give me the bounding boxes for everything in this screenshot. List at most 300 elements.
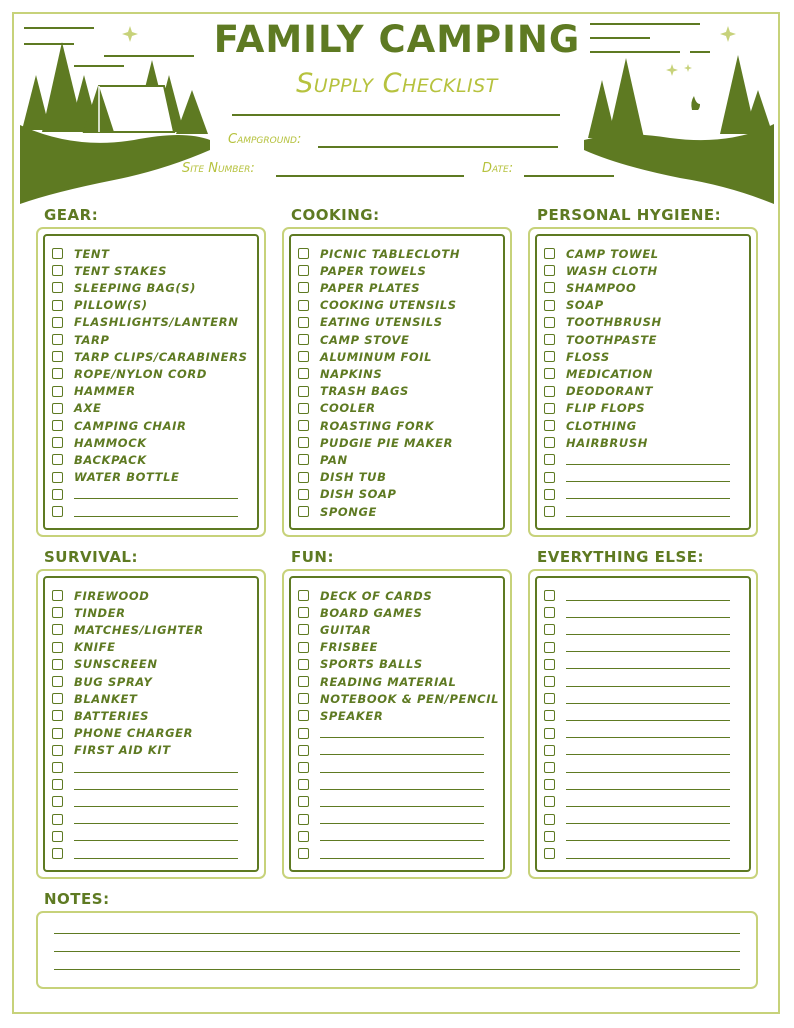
checkbox[interactable] <box>52 317 63 328</box>
checklist-item-label: SPONGE <box>320 504 378 519</box>
checklist-cooking <box>282 227 512 537</box>
checklist-blank-item[interactable] <box>52 503 238 520</box>
checklist-item[interactable] <box>52 707 149 724</box>
checklist-item[interactable] <box>544 383 653 400</box>
checkbox[interactable] <box>52 334 63 345</box>
checklist-item-label: ROPE/NYLON CORD <box>74 366 208 381</box>
checkbox[interactable] <box>52 728 63 739</box>
notes-box[interactable] <box>36 911 758 989</box>
checklist-item[interactable] <box>544 400 645 417</box>
checklist-item[interactable] <box>298 297 457 314</box>
checklist-item[interactable] <box>52 279 196 296</box>
blank-write-in-line[interactable] <box>566 720 730 721</box>
checkbox[interactable] <box>544 265 555 276</box>
checkbox[interactable] <box>52 506 63 517</box>
date-label: Date: <box>482 161 514 176</box>
checkbox[interactable] <box>298 814 309 825</box>
checkbox[interactable] <box>52 796 63 807</box>
checkbox[interactable] <box>52 848 63 859</box>
checklist-blank-item[interactable] <box>52 793 238 810</box>
checklist-item[interactable] <box>298 604 422 621</box>
checkbox[interactable] <box>544 831 555 842</box>
checklist-blank-item[interactable] <box>544 656 730 673</box>
checkbox[interactable] <box>52 693 63 704</box>
checklist-item[interactable] <box>52 331 110 348</box>
checklist-item[interactable] <box>544 262 658 279</box>
checkbox[interactable] <box>298 796 309 807</box>
checkbox[interactable] <box>52 745 63 756</box>
blank-write-in-line[interactable] <box>74 823 238 824</box>
checkbox[interactable] <box>52 710 63 721</box>
section-title-everything-else: EVERYTHING ELSE: <box>537 548 705 566</box>
checklist-blank-item[interactable] <box>544 503 730 520</box>
checkbox[interactable] <box>298 454 309 465</box>
checklist-blank-item[interactable] <box>544 811 730 828</box>
checklist-blank-item[interactable] <box>52 828 238 845</box>
checklist-item-label: TINDER <box>74 605 126 620</box>
checkbox[interactable] <box>298 848 309 859</box>
checklist-item-label: PICNIC TABLECLOTH <box>320 246 461 261</box>
checklist-item-label: AXE <box>74 401 102 416</box>
blank-write-in-line[interactable] <box>566 789 730 790</box>
checklist-item[interactable] <box>298 400 376 417</box>
blank-write-in-line[interactable] <box>566 858 730 859</box>
checkbox[interactable] <box>544 454 555 465</box>
checklist-fun <box>282 569 512 879</box>
checklist-blank-item[interactable] <box>544 639 730 656</box>
checkbox[interactable] <box>544 779 555 790</box>
checkbox[interactable] <box>52 779 63 790</box>
notes-line <box>54 969 740 970</box>
checklist-item[interactable] <box>52 725 193 742</box>
checklist-item-label: COOKING UTENSILS <box>320 298 457 313</box>
site-number-field[interactable] <box>276 175 464 177</box>
blank-write-in-line[interactable] <box>566 634 730 635</box>
blank-write-in-line[interactable] <box>74 806 238 807</box>
checkbox[interactable] <box>52 282 63 293</box>
checkbox[interactable] <box>52 831 63 842</box>
checklist-item-label: BLANKET <box>74 691 138 706</box>
tent-icon <box>84 86 174 132</box>
checklist-item-label: GUITAR <box>320 622 372 637</box>
checklist-item[interactable] <box>298 451 348 468</box>
blank-write-in-line[interactable] <box>74 840 238 841</box>
checklist-blank-item[interactable] <box>544 725 730 742</box>
checkbox[interactable] <box>544 676 555 687</box>
checkbox[interactable] <box>298 386 309 397</box>
checklist-item[interactable] <box>298 486 397 503</box>
checklist-item[interactable] <box>544 297 604 314</box>
checklist-blank-item[interactable] <box>298 776 484 793</box>
checklist-item[interactable] <box>298 417 434 434</box>
checklist-blank-item[interactable] <box>544 828 730 845</box>
left-forest-tent-scene <box>14 20 214 204</box>
checklist-blank-item[interactable] <box>544 621 730 638</box>
section-title-notes: NOTES: <box>44 890 110 908</box>
blank-write-in-line[interactable] <box>566 464 730 465</box>
checklist-item[interactable] <box>52 297 148 314</box>
checkbox[interactable] <box>544 248 555 259</box>
blank-write-in-line[interactable] <box>566 806 730 807</box>
checkbox[interactable] <box>52 659 63 670</box>
checkbox[interactable] <box>52 762 63 773</box>
checkbox[interactable] <box>52 420 63 431</box>
blank-write-in-line[interactable] <box>566 481 730 482</box>
date-field[interactable] <box>524 175 614 177</box>
checklist-blank-item[interactable] <box>544 776 730 793</box>
checkbox[interactable] <box>52 489 63 500</box>
checklist-item[interactable] <box>544 417 637 434</box>
checkbox[interactable] <box>298 265 309 276</box>
checklist-blank-item[interactable] <box>52 845 238 862</box>
checklist-item[interactable] <box>52 639 116 656</box>
checklist-item[interactable] <box>52 656 158 673</box>
checkbox[interactable] <box>52 676 63 687</box>
checkbox[interactable] <box>298 624 309 635</box>
checklist-blank-item[interactable] <box>544 673 730 690</box>
checklist-item-label: FLIP FLOPS <box>566 401 646 416</box>
checklist-item[interactable] <box>298 314 443 331</box>
star-icon <box>720 26 736 42</box>
checklist-item[interactable] <box>298 279 420 296</box>
checklist-item-label: NAPKINS <box>320 366 383 381</box>
checklist-blank-item[interactable] <box>544 604 730 621</box>
checkbox[interactable] <box>544 814 555 825</box>
checklist-item-label: FLOSS <box>566 349 610 364</box>
checkbox[interactable] <box>544 659 555 670</box>
star-icon <box>684 64 692 72</box>
blank-write-in-line[interactable] <box>566 617 730 618</box>
checklist-item-label: MEDICATION <box>566 366 653 381</box>
checklist-item-label: TENT STAKES <box>74 263 167 278</box>
checklist-blank-item[interactable] <box>298 845 484 862</box>
checklist-item[interactable] <box>52 383 136 400</box>
checklist-item-label: BACKPACK <box>74 452 147 467</box>
checklist-item-label: DISH TUB <box>320 470 387 485</box>
checklist-item-label: SLEEPING BAG(S) <box>74 280 196 295</box>
checkbox[interactable] <box>52 454 63 465</box>
checklist-item-label: FIRST AID KIT <box>74 743 171 758</box>
checklist-item[interactable] <box>52 621 204 638</box>
checklist-item[interactable] <box>544 314 662 331</box>
checkbox[interactable] <box>544 762 555 773</box>
checklist-item[interactable] <box>298 707 383 724</box>
checklist-item-label: CAMPING CHAIR <box>74 418 187 433</box>
checklist-item-label: PAN <box>320 452 348 467</box>
checklist-item[interactable] <box>544 434 648 451</box>
checklist-blank-item[interactable] <box>544 486 730 503</box>
checkbox[interactable] <box>52 368 63 379</box>
blank-write-in-line[interactable] <box>74 772 238 773</box>
checklist-item[interactable] <box>52 417 186 434</box>
checklist-item[interactable] <box>52 673 152 690</box>
checklist-item[interactable] <box>298 348 432 365</box>
checkbox[interactable] <box>298 506 309 517</box>
checkbox[interactable] <box>298 437 309 448</box>
checklist-item-label: FIREWOOD <box>74 588 150 603</box>
checklist-blank-item[interactable] <box>298 828 484 845</box>
checkbox[interactable] <box>298 693 309 704</box>
checklist-item[interactable] <box>298 434 453 451</box>
checklist-item-label: READING MATERIAL <box>320 674 457 689</box>
checklist-item[interactable] <box>52 245 110 262</box>
checklist-item[interactable] <box>52 314 238 331</box>
checkbox[interactable] <box>298 745 309 756</box>
checkbox[interactable] <box>544 420 555 431</box>
blank-write-in-line[interactable] <box>566 823 730 824</box>
checklist-item-label: TENT <box>74 246 110 261</box>
checklist-blank-item[interactable] <box>298 742 484 759</box>
checklist-blank-item[interactable] <box>544 742 730 759</box>
section-title-cooking: COOKING: <box>291 206 380 224</box>
checklist-item-label: PAPER PLATES <box>320 280 421 295</box>
blank-write-in-line[interactable] <box>566 737 730 738</box>
checklist-item[interactable] <box>298 503 377 520</box>
blank-write-in-line[interactable] <box>74 858 238 859</box>
checklist-blank-item[interactable] <box>298 793 484 810</box>
checklist-item[interactable] <box>544 245 659 262</box>
checkbox[interactable] <box>298 351 309 362</box>
checklist-item[interactable] <box>298 365 382 382</box>
checklist-survival <box>36 569 266 879</box>
checkbox[interactable] <box>298 472 309 483</box>
checklist-item[interactable] <box>52 451 147 468</box>
checklist-item-label: ROASTING FORK <box>320 418 435 433</box>
blank-write-in-line[interactable] <box>320 840 484 841</box>
checklist-item[interactable] <box>52 604 126 621</box>
page-title: FAMILY CAMPING <box>213 18 581 61</box>
checklist-item[interactable] <box>52 742 171 759</box>
site-number-label: Site Number: <box>182 161 255 176</box>
blank-write-in-line[interactable] <box>566 498 730 499</box>
checklist-item-label: DECK OF CARDS <box>320 588 433 603</box>
checkbox[interactable] <box>544 624 555 635</box>
checklist-item-label: TRASH BAGS <box>320 384 409 399</box>
checklist-blank-item[interactable] <box>544 690 730 707</box>
checkbox[interactable] <box>544 506 555 517</box>
blank-write-in-line[interactable] <box>74 516 238 517</box>
checkbox[interactable] <box>298 728 309 739</box>
blank-write-in-line[interactable] <box>320 858 484 859</box>
checkbox[interactable] <box>298 317 309 328</box>
checklist-blank-item[interactable] <box>544 707 730 724</box>
checklist-item[interactable] <box>52 469 180 486</box>
checklist-item[interactable] <box>298 690 499 707</box>
blank-write-in-line[interactable] <box>566 686 730 687</box>
checkbox[interactable] <box>298 248 309 259</box>
checkbox[interactable] <box>544 693 555 704</box>
blank-write-in-line[interactable] <box>566 754 730 755</box>
checklist-blank-item[interactable] <box>544 469 730 486</box>
checkbox[interactable] <box>298 607 309 618</box>
checklist-blank-item[interactable] <box>52 486 238 503</box>
blank-write-in-line[interactable] <box>320 772 484 773</box>
checklist-item[interactable] <box>298 469 386 486</box>
checkbox[interactable] <box>298 676 309 687</box>
blank-write-in-line[interactable] <box>566 668 730 669</box>
checkbox[interactable] <box>298 282 309 293</box>
checklist-blank-item[interactable] <box>544 587 730 604</box>
checkbox[interactable] <box>52 814 63 825</box>
checklist-blank-item[interactable] <box>544 845 730 862</box>
checklist-item-label: WATER BOTTLE <box>74 470 180 485</box>
checklist-item[interactable] <box>52 587 149 604</box>
checkbox[interactable] <box>298 590 309 601</box>
checkbox[interactable] <box>298 489 309 500</box>
checklist-item-label: PHONE CHARGER <box>74 726 194 741</box>
checklist-item[interactable] <box>298 587 432 604</box>
checklist-blank-item[interactable] <box>544 793 730 810</box>
checklist-item[interactable] <box>544 279 636 296</box>
section-title-hygiene: PERSONAL HYGIENE: <box>537 206 722 224</box>
checklist-blank-item[interactable] <box>298 725 484 742</box>
checklist-item[interactable] <box>52 690 137 707</box>
checkbox[interactable] <box>544 403 555 414</box>
checkbox[interactable] <box>298 762 309 773</box>
checkbox[interactable] <box>52 300 63 311</box>
checklist-blank-item[interactable] <box>52 759 238 776</box>
checkbox[interactable] <box>544 300 555 311</box>
checklist-blank-item[interactable] <box>544 759 730 776</box>
checklist-item[interactable] <box>544 331 657 348</box>
checkbox[interactable] <box>544 607 555 618</box>
blank-write-in-line[interactable] <box>566 703 730 704</box>
checkbox[interactable] <box>52 642 63 653</box>
checklist-item-label: BOARD GAMES <box>320 605 423 620</box>
blank-write-in-line[interactable] <box>320 737 484 738</box>
checklist-item-label: BATTERIES <box>74 708 150 723</box>
checkbox[interactable] <box>52 386 63 397</box>
checkbox[interactable] <box>544 334 555 345</box>
checkbox[interactable] <box>298 300 309 311</box>
checklist-item-label: TARP <box>74 332 110 347</box>
moon-icon <box>741 26 758 51</box>
section-title-fun: FUN: <box>291 548 334 566</box>
checklist-blank-item[interactable] <box>544 451 730 468</box>
checklist-item[interactable] <box>52 262 167 279</box>
blank-write-in-line[interactable] <box>566 651 730 652</box>
checklist-item-label: FRISBEE <box>320 640 378 655</box>
checklist-item-label: ALUMINUM FOIL <box>320 349 433 364</box>
checklist-item-label: COOLER <box>320 401 376 416</box>
checklist-item-label: BUG SPRAY <box>74 674 153 689</box>
section-title-survival: SURVIVAL: <box>44 548 138 566</box>
checkbox[interactable] <box>298 779 309 790</box>
campground-field[interactable] <box>318 146 558 148</box>
checkbox[interactable] <box>298 420 309 431</box>
checkbox[interactable] <box>544 489 555 500</box>
blank-write-in-line[interactable] <box>320 754 484 755</box>
checkbox[interactable] <box>544 351 555 362</box>
checklist-item[interactable] <box>298 245 460 262</box>
checklist-blank-item[interactable] <box>52 776 238 793</box>
campfire-icon <box>680 82 712 118</box>
checkbox[interactable] <box>52 403 63 414</box>
blank-write-in-line[interactable] <box>320 789 484 790</box>
checklist-item-label: KNIFE <box>74 640 116 655</box>
checklist-item-label: TOOTHBRUSH <box>566 315 662 330</box>
checkbox[interactable] <box>544 437 555 448</box>
checklist-item[interactable] <box>298 673 456 690</box>
checklist-blank-item[interactable] <box>52 811 238 828</box>
checklist-item[interactable] <box>298 331 409 348</box>
checkbox[interactable] <box>544 317 555 328</box>
checklist-blank-item[interactable] <box>298 811 484 828</box>
checkbox[interactable] <box>544 710 555 721</box>
checklist-item-label: NOTEBOOK & PEN/PENCIL <box>320 691 500 706</box>
blank-write-in-line[interactable] <box>320 823 484 824</box>
checklist-item[interactable] <box>298 656 423 673</box>
checkbox[interactable] <box>544 745 555 756</box>
checkbox[interactable] <box>52 265 63 276</box>
checklist-item-label: DISH SOAP <box>320 487 397 502</box>
checkbox[interactable] <box>52 472 63 483</box>
checkbox[interactable] <box>298 368 309 379</box>
checkbox[interactable] <box>544 282 555 293</box>
notes-line <box>54 951 740 952</box>
checklist-blank-item[interactable] <box>298 759 484 776</box>
checkbox[interactable] <box>544 368 555 379</box>
checkbox[interactable] <box>52 248 63 259</box>
blank-write-in-line[interactable] <box>74 498 238 499</box>
checklist-item-label: HAMMOCK <box>74 435 147 450</box>
blank-write-in-line[interactable] <box>566 516 730 517</box>
checkbox[interactable] <box>52 607 63 618</box>
checkbox[interactable] <box>52 437 63 448</box>
blank-write-in-line[interactable] <box>320 806 484 807</box>
checklist-item[interactable] <box>298 621 371 638</box>
checklist-item[interactable] <box>544 365 653 382</box>
checklist-item-label: PILLOW(S) <box>74 298 148 313</box>
blank-write-in-line[interactable] <box>74 789 238 790</box>
checklist-item-label: CAMP STOVE <box>320 332 410 347</box>
checkbox[interactable] <box>544 642 555 653</box>
checklist-item[interactable] <box>52 400 101 417</box>
checkbox[interactable] <box>544 848 555 859</box>
checklist-item[interactable] <box>52 434 147 451</box>
checklist-item[interactable] <box>298 383 409 400</box>
checkbox[interactable] <box>298 831 309 842</box>
checklist-item-label: TOOTHPASTE <box>566 332 658 347</box>
checkbox[interactable] <box>298 334 309 345</box>
checkbox[interactable] <box>544 796 555 807</box>
checklist-item-label: MATCHES/LIGHTER <box>74 622 204 637</box>
checkbox[interactable] <box>298 659 309 670</box>
checklist-everything-else <box>528 569 758 879</box>
checkbox[interactable] <box>52 590 63 601</box>
blank-write-in-line[interactable] <box>566 840 730 841</box>
checkbox[interactable] <box>298 710 309 721</box>
blank-write-in-line[interactable] <box>566 600 730 601</box>
blank-write-in-line[interactable] <box>566 772 730 773</box>
checkbox[interactable] <box>544 590 555 601</box>
checklist-item[interactable] <box>52 365 207 382</box>
checklist-item[interactable] <box>52 348 247 365</box>
checkbox[interactable] <box>544 472 555 483</box>
checkbox[interactable] <box>52 624 63 635</box>
checklist-item[interactable] <box>544 348 610 365</box>
checklist-item[interactable] <box>298 262 426 279</box>
checklist-item[interactable] <box>298 639 378 656</box>
checkbox[interactable] <box>298 403 309 414</box>
checklist-item-label: EATING UTENSILS <box>320 315 443 330</box>
checkbox[interactable] <box>544 386 555 397</box>
checkbox[interactable] <box>298 642 309 653</box>
checkbox[interactable] <box>544 728 555 739</box>
checklist-item-label: HAMMER <box>74 384 136 399</box>
checklist-item-label: TARP CLIPS/CARABINERS <box>74 349 248 364</box>
checkbox[interactable] <box>52 351 63 362</box>
